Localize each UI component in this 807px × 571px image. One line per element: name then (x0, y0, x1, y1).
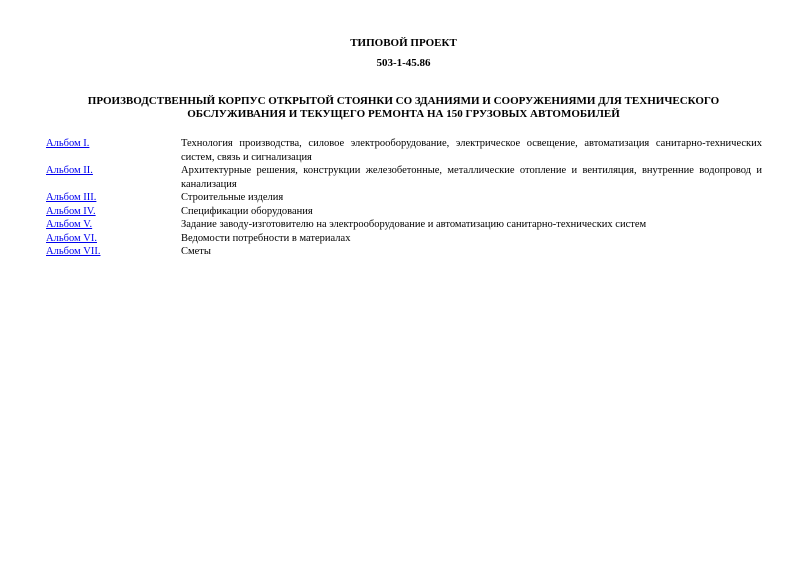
document-kind: ТИПОВОЙ ПРОЕКТ (350, 37, 457, 49)
album-row-5 (46, 218, 762, 232)
album-row-2 (46, 164, 762, 191)
album-link-6[interactable]: Альбом VI. (46, 232, 97, 244)
album-row-4 (46, 205, 762, 219)
album-description-5: Задание заводу-изготовителю на электрооборудование и автоматизацию санитарно-технических систем (181, 219, 647, 230)
album-link-3[interactable]: Альбом III. (46, 192, 97, 203)
album-link-1[interactable]: Альбом I. (46, 138, 90, 149)
album-link-7[interactable]: Альбом VII. (46, 246, 101, 257)
album-link-5[interactable]: Альбом V. (46, 219, 93, 230)
album-description-6: Ведомости потребности в материалах (181, 232, 351, 244)
album-description-7: Сметы (181, 246, 211, 257)
project-title: ПРОИЗВОДСТВЕННЫЙ КОРПУС ОТКРЫТОЙ СТОЯНКИ СО ЗДАНИЯМИ И СООРУЖЕНИЯМИ ДЛЯ ТЕХНИЧЕСКОГО ОБСЛУЖИВАНИЯ И ТЕКУЩЕГО РЕМОНТА НА 150 ГРУЗОВЫХ АВТОМОБИЛЕЙ (87, 95, 720, 120)
album-row-7 (46, 245, 762, 259)
album-row-3 (46, 191, 762, 205)
album-description-1: Технология производства, силовое электрооборудование, электрическое освещение, автоматизация санитарно-технических систем, связь и сигнализация (181, 138, 762, 163)
album-description-3: Строительные изделия (181, 192, 284, 203)
album-link-2[interactable]: Альбом II. (46, 165, 93, 176)
album-link-4[interactable]: Альбом IV. (46, 205, 96, 217)
album-description-4: Спецификации оборудования (181, 205, 313, 217)
album-description-2: Архитектурные решения, конструкции железобетонные, металлические отопление и вентиляция, внутренние водопровод и канализация (181, 165, 762, 190)
album-row-6 (46, 232, 762, 246)
album-list (46, 137, 762, 259)
project-code: 503-1-45.86 (376, 57, 431, 69)
album-row-1 (46, 137, 762, 164)
